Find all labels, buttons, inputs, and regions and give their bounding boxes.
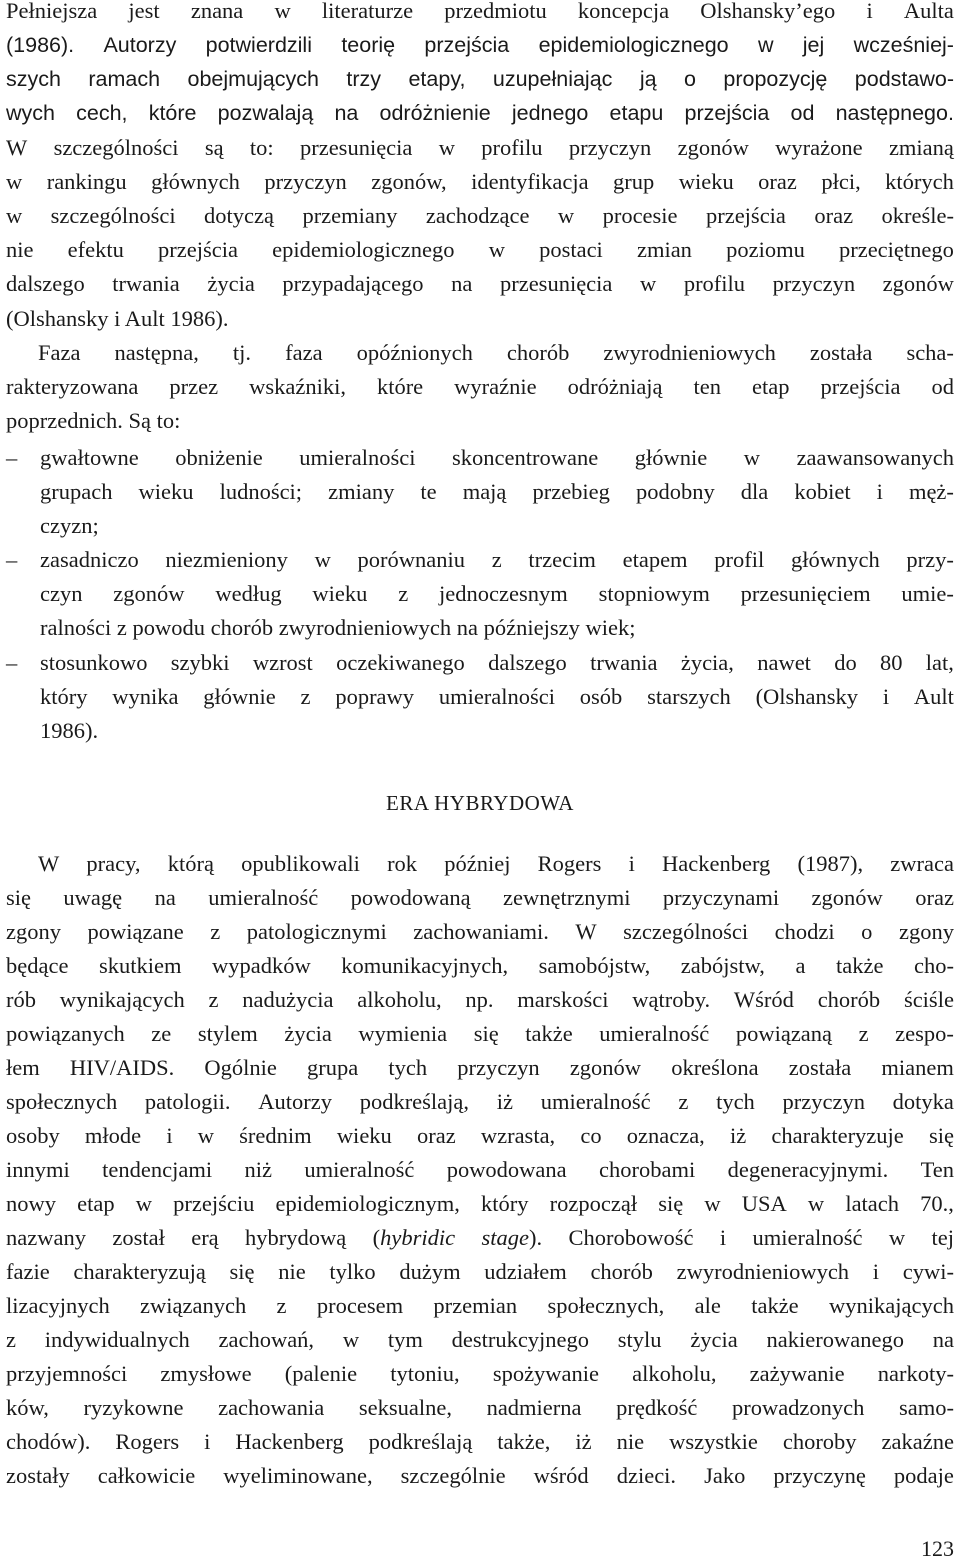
text-line: poprzednich. Są to: bbox=[6, 408, 181, 433]
text-line: (1986). Autorzy potwierdzili teorię przejścia epidemiologicznego w jej wcześniej- bbox=[6, 33, 954, 57]
text-line: szych ramach obejmujących trzy etapy, uzupełniając ją o propozycję podstawo- bbox=[6, 67, 954, 91]
text-line: ków, ryzykowne zachowania seksualne, nadmierna prędkość prowadzonych samo- bbox=[6, 1395, 954, 1420]
text-line: lizacyjnych związanych z procesem przemian społecznych, ale także wynikających bbox=[6, 1293, 954, 1318]
text-line: 1986). bbox=[40, 718, 99, 743]
text-line: który wynika głównie z poprawy umieralności osób starszych (Olshansky i Ault bbox=[40, 684, 954, 709]
text-line: dalszego trwania życia przypadającego na przesunięcia w profilu przyczyn zgonów bbox=[6, 271, 954, 296]
text-line: (Olshansky i Ault 1986). bbox=[6, 306, 229, 331]
text-line: wych cech, które pozwalają na odróżnienie jednego etapu przejścia od następnego. bbox=[6, 101, 954, 125]
text-line: społecznych patologii. Autorzy podkreślają, iż umieralność z tych przyczyn dotyka bbox=[6, 1089, 954, 1114]
text-line: nie efektu przejścia epidemiologicznego w postaci zmian poziomu przeciętnego bbox=[6, 237, 954, 262]
text-line: fazie charakteryzują się nie tylko dużym udziałem chorób zwyrodnieniowych i cywi- bbox=[6, 1259, 954, 1284]
text-line: nowy etap w przejściu epidemiologicznym, który rozpoczął się w USA w latach 70., bbox=[6, 1191, 954, 1216]
text-line: chodów). Rogers i Hackenberg podkreślają także, iż nie wszystkie choroby zakaźne bbox=[6, 1429, 954, 1454]
text-line: powiązanych ze stylem życia wymienia się także umieralność powiązaną z zespo- bbox=[6, 1021, 954, 1046]
dash-bullet: – bbox=[6, 547, 18, 572]
section-heading: ERA HYBRYDOWA bbox=[386, 791, 574, 815]
page-number: 123 bbox=[921, 1536, 954, 1561]
text-line: rakteryzowana przez wskaźniki, które wyraźnie odróżniają ten etap przejścia od bbox=[6, 374, 954, 399]
text-line: stosunkowo szybki wzrost oczekiwanego dalszego trwania życia, nawet do 80 lat, bbox=[40, 650, 954, 675]
text-line: innymi tendencjami niż umieralność powodowana chorobami degeneracyjnymi. Ten bbox=[6, 1157, 954, 1182]
text-line: gwałtowne obniżenie umieralności skoncentrowane głównie w zaawansowanych bbox=[40, 445, 954, 470]
text-line: W pracy, którą opublikowali rok później Rogers i Hackenberg (1987), zwraca bbox=[38, 851, 954, 876]
text-line: przyjemności zmysłowe (palenie tytoniu, spożywanie alkoholu, zażywanie narkoty- bbox=[6, 1361, 954, 1386]
text-line: z indywidualnych zachowań, w tym destrukcyjnego stylu życia nakierowanego na bbox=[6, 1327, 954, 1352]
text-line: czyzn; bbox=[40, 513, 99, 538]
text-line: zgony powiązane z patologicznymi zachowaniami. W szczególności chodzi o zgony bbox=[6, 919, 954, 944]
text-line: osoby młode i w średnim wieku oraz wzrasta, co oznacza, iż charakteryzuje się bbox=[6, 1123, 954, 1148]
text-line: W szczególności są to: przesunięcia w profilu przyczyn zgonów wyrażone zmianą bbox=[6, 135, 954, 160]
text-line: zasadniczo niezmieniony w porównaniu z trzecim etapem profil głównych przy- bbox=[40, 547, 954, 572]
dash-bullet: – bbox=[6, 650, 18, 675]
text-line: nazwany został erą hybrydową (hybridic stage). Chorobowość i umieralność w tej bbox=[6, 1225, 954, 1250]
text-line: grupach wieku ludności; zmiany te mają przebieg podobny dla kobiet i męż- bbox=[40, 479, 954, 504]
text-line: czyn zgonów według wieku z jednoczesnym stopniowym przesunięciem umie- bbox=[40, 581, 954, 606]
text-line: Faza następna, tj. faza opóźnionych chorób zwyrodnieniowych została scha- bbox=[38, 340, 954, 365]
text-line: ralności z powodu chorób zwyrodnieniowych na późniejszy wiek; bbox=[40, 615, 636, 640]
text-line: Pełniejsza jest znana w literaturze przedmiotu koncepcja Olshansky’ego i Aulta bbox=[6, 0, 954, 23]
text-line: się uwagę na umieralność powodowaną zewnętrznymi przyczynami zgonów oraz bbox=[6, 885, 954, 910]
text-line: łem HIV/AIDS. Ogólnie grupa tych przyczyn zgonów określona została mianem bbox=[6, 1055, 954, 1080]
text-line: zostały całkowicie wyeliminowane, szczególnie wśród dzieci. Jako przyczynę podaje bbox=[6, 1463, 954, 1488]
text-line: rób wynikających z nadużycia alkoholu, np. marskości wątroby. Wśród chorób ściśle bbox=[6, 987, 954, 1012]
text-line: w szczególności dotyczą przemiany zachodzące w procesie przejścia oraz określe- bbox=[6, 203, 954, 228]
text-line: będące skutkiem wypadków komunikacyjnych, samobójstw, zabójstw, a także cho- bbox=[6, 953, 954, 978]
text-line: w rankingu głównych przyczyn zgonów, identyfikacja grup wieku oraz płci, których bbox=[6, 169, 954, 194]
dash-bullet: – bbox=[6, 445, 18, 470]
